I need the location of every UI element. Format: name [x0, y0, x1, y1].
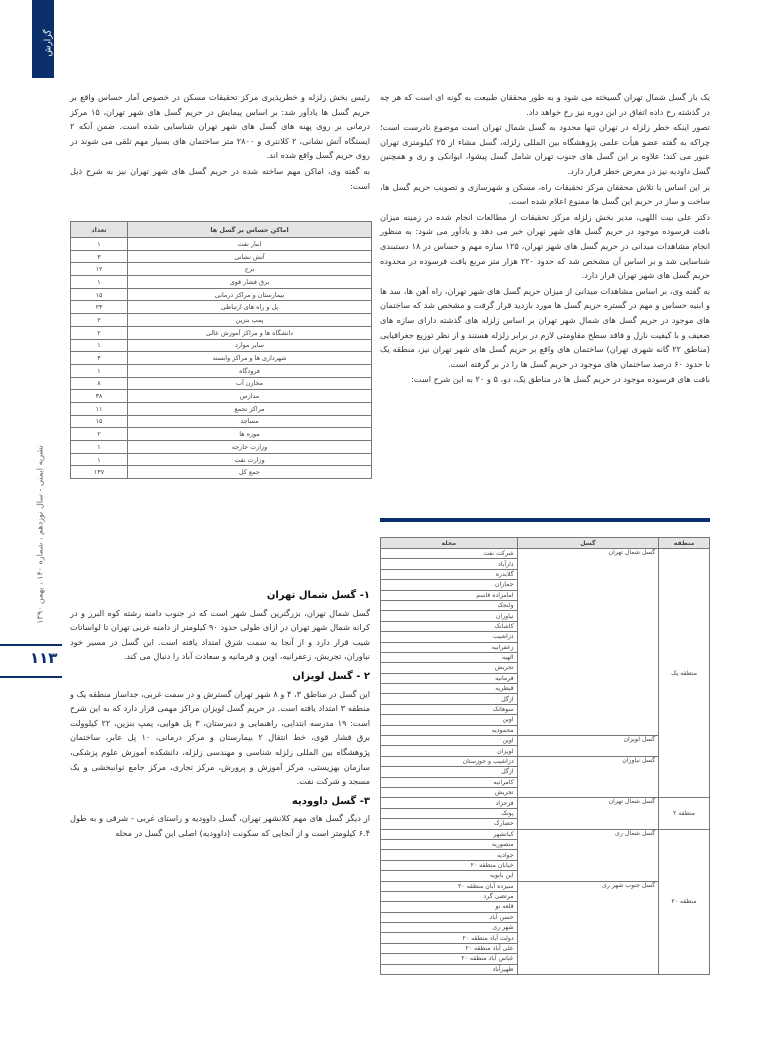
table-row: [71, 466, 372, 479]
count-cell: ۱: [71, 364, 128, 377]
journal-running-title: [30, 420, 44, 650]
table-header-region: منطقه: [659, 538, 710, 549]
section-text: این گسل در مناطق ۳، ۴ و ۸ شهر تهران گسترش و در سمت غربی، جداساز منطقه یک و منطقه ۳ امتداد یافته است. در حریم گسل لویزان مراکز مهمی قرار دارد که به این شرح است: ۱۹ مدرسه ابتدایی، راهنمایی و دبیرستان، ۳ پل هوایی، پمپ بنزین، ۲۲ کیلوولت برق فشار قوی، خط انتقال ۲ بیمارستان و مرکز درمانی، ۱۰ پل عابر، ساختمان پژوهشگاه بین المللی زلزله شناسی و مهندسی زلزله، دانشکده آموزش علوم پزشکی، سازمان بهزیستی، مرکز آموزش و پرورش، مرکز تجاری، مرکز جامع توانبخشی و یک مسجد و شرکت نفت.: [70, 688, 371, 787]
body-paragraph: تصور اینکه خطر زلزله در تهران تنها محدود به گسل شمال تهران است موضوع نادرست است؛ چراکه به گفته عضو هیأت علمی پژوهشگاه بین المللی زلزله، گسل مشاء از ۲۵ کیلومتری تهران عبور می کند؛ علاوه بر این گسل های جنوب تهران شامل گسل پیشوا، ایوانکی و ری و همچنین گسل داودیه نیز در معرض خطر قرار دارد.: [380, 122, 711, 176]
table-row: [71, 390, 372, 403]
neighborhood-cell: قلعه نو: [381, 902, 518, 912]
neighborhood-cell: اوین: [381, 736, 518, 746]
neighborhood-cell: پونک: [381, 808, 518, 818]
neighborhood-cell: اوین: [381, 715, 518, 725]
count-cell: ۳۸: [71, 390, 128, 403]
place-name-cell: آتش نشانی: [128, 250, 372, 263]
place-name-cell: انبار نفت: [128, 238, 372, 251]
neighborhood-cell: تجریش: [381, 787, 518, 797]
place-name-cell: پل و راه های ارتباطی: [128, 301, 372, 314]
count-cell: ۳: [71, 250, 128, 263]
left-column-sections: [70, 583, 370, 842]
section-heading: ۲ - گسل لویزان: [292, 670, 370, 682]
neighborhood-cell: جماران: [381, 580, 518, 590]
section-tab: [32, 0, 54, 78]
count-cell: ۱۲: [71, 263, 128, 276]
table-row: [381, 798, 710, 808]
place-name-cell: پمپ بنزین: [128, 314, 372, 327]
section-heading: ۳- گسل داوودیه: [291, 795, 370, 807]
count-cell: ۴: [71, 352, 128, 365]
body-paragraph: بر این اساس با تلاش محققان مرکز تحقیقات راه، مسکن و شهرسازی و تصویب حریم گسل ها، ساخت و ساز در حریم این گسل ها ممنوع اعلام شده است.: [380, 181, 710, 207]
count-cell: ۲: [71, 314, 128, 327]
count-cell: ۲: [71, 428, 128, 441]
table-row: [71, 314, 372, 327]
count-cell: ۸: [71, 377, 128, 390]
place-name-cell: شهرداری ها و مراکز وابسته: [128, 352, 372, 365]
section-heading: ۱- گسل شمال تهران: [266, 590, 370, 601]
place-name-cell: مراکز تجمع: [128, 402, 372, 415]
body-paragraph: یک بار گسل شمال تهران گسیخته می شود و به طور محققان طبیعت به گونه ای است که هر چه در گذشته رخ داده اتفاق در این دوره نیز رخ خواهد داد.: [380, 92, 710, 117]
neighborhood-cell: کاشانک: [381, 621, 518, 631]
place-name-cell: مخازن آب: [128, 377, 372, 390]
table-row: [71, 428, 372, 441]
body-paragraph: رئیس بخش زلزله و خطرپذیری مرکز تحقیقات مسکن در خصوص آمار حساس واقع بر حریم گسل ها یادآور شد: بر اساس پیمایش در حریم گسل های شهر تهران، ۱۵ مرکز درمانی بر روی پهنه های گسل های شهر تهران شناسایی شده است. ضمن آنکه ۲ ایستگاه آتش نشانی، ۲ کلانتری و ۲۸۰۰ متر ساختمان های بسیار مهم تلقی می شوند در روی حریم گسل واقع شده اند.: [70, 92, 371, 161]
sensitive-places-table: [70, 221, 372, 479]
table-row: [71, 263, 372, 276]
place-name-cell: وزارت نفت: [128, 453, 372, 466]
place-name-cell: فرودگاه: [128, 364, 372, 377]
place-name-cell: وزارت خارجه: [128, 441, 372, 454]
place-name-cell: مدارس: [128, 390, 372, 403]
body-paragraph: دکتر علی بیت اللهی، مدیر بخش زلزله مرکز تحقیقات از مطالعات انجام شده در زمینه میزان بافت فرسوده موجود در حریم گسل های شهر تهران خبر می دهد و یادآور می شود: به منظور انجام مشاهدات میدانی در حریم گسل های شهر تهران، ۱۲۵ سازه مهم و حساس در ۱۸ دستبندی شناسایی شد و بر اساس آن مشخص شد که حدود ۲۲۰ هزار متر مربع بافت فرسوده در محدوده حریم گسل های شهر تهران قرار دارد.: [380, 211, 710, 281]
section-divider: [380, 518, 710, 522]
neighborhood-cell: فرمانیه: [381, 673, 518, 683]
count-cell: ۱: [71, 339, 128, 352]
fault-cell: گسل شمال تهران: [517, 549, 659, 736]
table-row: [71, 402, 372, 415]
neighborhood-cell: شهر ری: [381, 923, 518, 933]
neighborhood-cell: حصارک: [381, 819, 518, 829]
neighborhood-cell: گلابدره: [381, 569, 518, 579]
table-row: [71, 326, 372, 339]
neighborhood-cell: امامزاده قاسم: [381, 590, 518, 600]
neighborhood-cell: علی آباد منطقه ۲۰: [381, 943, 518, 953]
body-paragraph: به گفته وی، اماکن مهم ساخته شده در حریم گسل های شهر تهران نیز به شرح ذیل است:: [70, 165, 370, 191]
count-cell: ۱۱: [71, 402, 128, 415]
section-tab-label: گزارش: [43, 29, 54, 57]
neighborhood-cell: دولت آباد منطقه ۲۰: [381, 933, 518, 943]
neighborhood-cell: محمودیه: [381, 725, 518, 735]
neighborhood-cell: ولنجک: [381, 600, 518, 610]
fault-cell: گسل نیاوران: [517, 756, 659, 798]
fault-cell: گسل لویزان: [517, 736, 659, 757]
fault-cell: گسل جنوب شهر ری: [517, 881, 659, 975]
neighborhood-cell: دزاشیب و جوزستان: [381, 756, 518, 766]
region-cell: منطقه ۲: [659, 798, 710, 829]
table-row: [71, 339, 372, 352]
neighborhood-cell: نیاوران: [381, 611, 518, 621]
fault-cell: گسل شمال ری: [517, 829, 659, 881]
neighborhood-cell: کیانشهر: [381, 829, 518, 839]
neighborhood-cell: ازگل: [381, 694, 518, 704]
neighborhood-cell: خیابان منطقه ۲۰: [381, 860, 518, 870]
table-row: [71, 377, 372, 390]
table-row: [71, 276, 372, 289]
count-cell: ۱۵: [71, 415, 128, 428]
table-row: [381, 549, 710, 559]
table-row: [71, 301, 372, 314]
table-row: [71, 453, 372, 466]
neighborhood-cell: عباس آباد منطقه ۲۰: [381, 954, 518, 964]
right-column: [380, 90, 710, 388]
fault-neighborhoods-table: [380, 537, 710, 975]
neighborhood-cell: مرتضی گرد: [381, 891, 518, 901]
count-cell: ۱: [71, 453, 128, 466]
neighborhood-cell: سوهانک: [381, 704, 518, 714]
count-cell: ۱۳۷: [71, 466, 128, 479]
neighborhood-cell: ابن بابویه: [381, 871, 518, 881]
neighborhood-cell: دارآباد: [381, 559, 518, 569]
table-row: [71, 441, 372, 454]
neighborhood-cell: دزاشیب: [381, 632, 518, 642]
table-row: [71, 415, 372, 428]
place-name-cell: جمع کل: [128, 466, 372, 479]
place-name-cell: برق فشار قوی: [128, 276, 372, 289]
table-header-neighborhood: محله: [381, 538, 518, 549]
table-header-count: تعداد: [71, 222, 128, 238]
count-cell: ۱۵: [71, 288, 128, 301]
neighborhood-cell: الهیه: [381, 652, 518, 662]
neighborhood-cell: کامرانیه: [381, 777, 518, 787]
fault-cell: گسل شمال تهران: [517, 798, 659, 829]
count-cell: ۱: [71, 441, 128, 454]
neighborhood-cell: منصوریه: [381, 839, 518, 849]
neighborhood-cell: ازگل: [381, 767, 518, 777]
table-header-fault: گسل: [517, 538, 659, 549]
place-name-cell: بیمارستان و مراکز درمانی: [128, 288, 372, 301]
neighborhood-cell: سیزده آبان منطقه ۲۰: [381, 881, 518, 891]
count-cell: ۲۳: [71, 301, 128, 314]
table-row: [71, 364, 372, 377]
page-number: ۱۱۳: [30, 649, 58, 667]
neighborhood-cell: تجریش: [381, 663, 518, 673]
neighborhood-cell: ظهیرآباد: [381, 964, 518, 974]
table-row: [381, 829, 710, 839]
count-cell: ۱: [71, 276, 128, 289]
body-paragraph: به گفته وی، بر اساس مشاهدات میدانی از میزان حریم گسل های شهر تهران، راه آهن ها، سد ها و ابنیه حساس و مهم در گستره حریم گسل ها مورد بازدید قرار گرفت و مشخص شد که ساختمان های موجود در حریم گسل های شمال شهر تهران بر اساس زلزله های گذشته دارای سازه های ضعیف و با کیفیت نازل و فاقد سطح مقاومتی لازم در برابر زلزله هستند و از نظر توزیع جغرافیایی (مناطق ۲۲ گانه شهری تهران) ساختمان های واقع بر حریم گسل های شهر تهران نیز، منطقه یک با حدود ۶۰ درصد ساختمان های موجود در حریم گسل ها را در بر گرفته است.: [380, 285, 710, 369]
table-row: [71, 238, 372, 251]
section-text: گسل شمال تهران، بزرگترین گسل شهر است که در جنوب دامنه رشته کوه البرز و در کرانه شمال شهر تهران در ازای طولی حدود ۹۰ کیلومتر از دامنه غربی تهران تا لواسانات شیب قرار دارد و از آنجا به سمت شرق امتداد یافته است. این گسل در مسیر خود نیاوران، تجریش، زعفرانیه، اوین و فرمانیه و سعادت آباد را دنبال می کند.: [70, 607, 370, 662]
neighborhood-cell: فرحزاد: [381, 798, 518, 808]
left-column-intro: [70, 90, 370, 194]
section-text: از دیگر گسل های مهم کلانشهر تهران، گسل داوودیه و راستای غربی - شرقی و به طول ۶.۴ کیلومتر است و از آنجایی که سکونت (داوودیه) اصلی این گسل در محله: [70, 813, 370, 838]
neighborhood-cell: حسن آباد: [381, 912, 518, 922]
neighborhood-cell: زعفرانیه: [381, 642, 518, 652]
neighborhood-cell: لویزان: [381, 746, 518, 756]
place-name-cell: مساجد: [128, 415, 372, 428]
place-name-cell: سایر موارد: [128, 339, 372, 352]
journal-title-text: نشریه ایمنی - سال نوزدهم ، شماره ۱۴۰ ، بهمن ۱۳۹۰: [35, 445, 45, 624]
neighborhood-cell: شرکت نفت: [381, 549, 518, 559]
neighborhood-cell: جوادیه: [381, 850, 518, 860]
body-paragraph: بافت های فرسوده موجود در حریم گسل ها در مناطق یک، دو، ۵ و ۲۰ به این شرح است:: [411, 374, 710, 385]
region-cell: منطقه یک: [659, 549, 710, 798]
place-name-cell: دانشگاه ها و مراکز آموزش عالی: [128, 326, 372, 339]
place-name-cell: موزه ها: [128, 428, 372, 441]
table-row: [71, 250, 372, 263]
count-cell: ۱: [71, 238, 128, 251]
region-cell: منطقه ۲۰: [659, 829, 710, 974]
table-row: [71, 288, 372, 301]
place-name-cell: برج: [128, 263, 372, 276]
table-header-place: اماکن حساس بر گسل ها: [128, 222, 372, 238]
neighborhood-cell: قیطریه: [381, 684, 518, 694]
table-row: [71, 352, 372, 365]
count-cell: ۲: [71, 326, 128, 339]
